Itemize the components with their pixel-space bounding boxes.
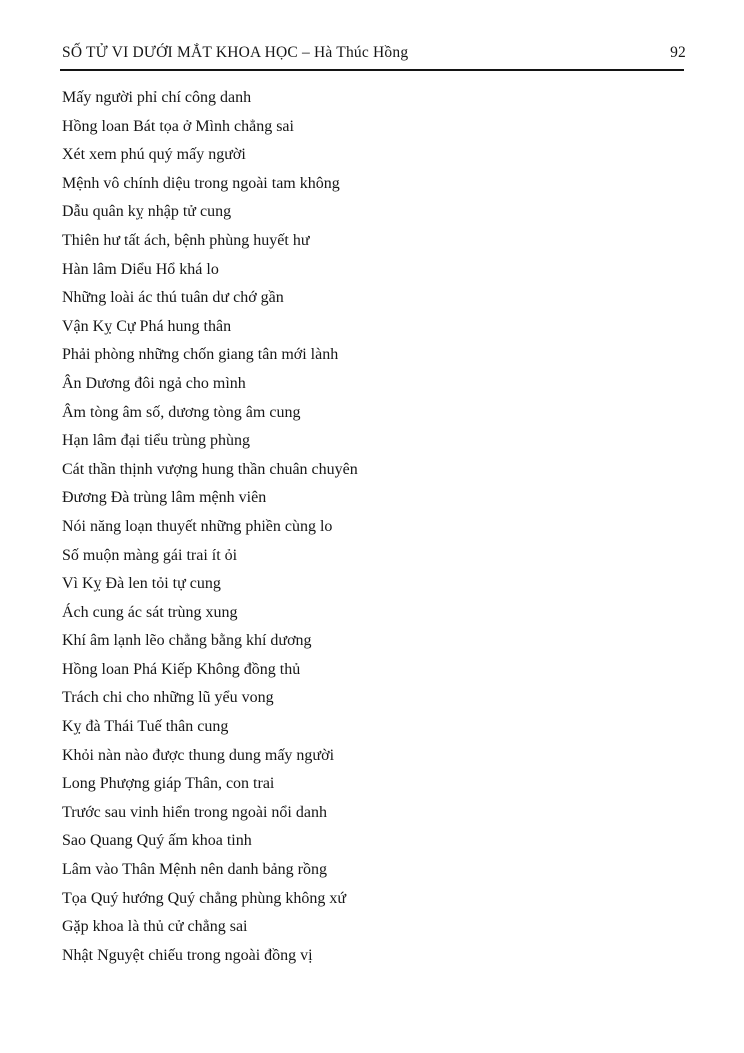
- verse-line: Những loài ác thú tuân dư chớ gần: [62, 289, 284, 307]
- verse-line: Thiên hư tất ách, bệnh phùng huyết hư: [62, 231, 310, 249]
- verse-line: Trách chi cho những lũ yểu vong: [62, 689, 274, 707]
- verse-line: Khí âm lạnh lẽo chẳng bằng khí dương: [62, 632, 312, 650]
- verse-line: Âm tòng âm số, dương tòng âm cung: [62, 403, 301, 421]
- verse-line: Trước sau vinh hiển trong ngoài nổi danh: [62, 803, 327, 821]
- running-title: SỐ TỬ VI DƯỚI MẮT KHOA HỌC – Hà Thúc Hồng: [62, 44, 409, 61]
- verse-line: Ách cung ác sát trùng xung: [62, 603, 238, 621]
- verse-line: Mấy người phỉ chí công danh: [62, 89, 252, 106]
- verse-line: Lâm vào Thân Mệnh nên danh bảng rồng: [62, 861, 327, 879]
- verse-line: Dẫu quân kỵ nhập tử cung: [62, 203, 232, 221]
- verse-line: Mệnh vô chính diệu trong ngoài tam không: [62, 174, 340, 192]
- verse-line: Nói năng loạn thuyết những phiền cùng lo: [62, 517, 333, 535]
- verse-line: Cát thần thịnh vượng hung thần chuân chuyên: [62, 460, 358, 478]
- verse-body: [62, 84, 704, 970]
- verse-line: Hồng loan Bát tọa ở Mình chẳng sai: [62, 117, 294, 135]
- verse-line: Khỏi nàn nào được thung dung mấy người: [62, 746, 335, 764]
- verse-line: Nhật Nguyệt chiếu trong ngoài đồng vị: [62, 946, 313, 964]
- verse-line: Số muộn màng gái trai ít ỏi: [62, 546, 238, 564]
- verse-line: Xét xem phú quý mấy người: [62, 146, 246, 164]
- verse-line: Hạn lâm đại tiểu trùng phùng: [62, 432, 250, 450]
- verse-line: Ân Dương đôi ngả cho mình: [62, 374, 246, 392]
- page-header: [62, 44, 686, 62]
- verse-line: Kỵ đà Thái Tuế thân cung: [62, 718, 229, 736]
- verse-line: Vì Kỵ Đà len tỏi tự cung: [62, 575, 221, 593]
- verse-line: Gặp khoa là thủ cử chẳng sai: [62, 918, 248, 936]
- verse-line: Vận Kỵ Cự Phá hung thân: [62, 317, 232, 335]
- page-number: 92: [670, 44, 686, 61]
- verse-line: Phải phòng những chốn giang tân mới lành: [62, 346, 339, 364]
- verse-line: Long Phượng giáp Thân, con trai: [62, 775, 275, 793]
- verse-line: Hồng loan Phá Kiếp Không đồng thủ: [62, 660, 301, 678]
- verse-line: Hàn lâm Diểu Hổ khá lo: [62, 260, 219, 278]
- verse-line: Tọa Quý hướng Quý chẳng phùng không xứ: [62, 889, 346, 907]
- verse-line: Đương Đà trùng lâm mệnh viên: [62, 489, 267, 507]
- verse-line: Sao Quang Quý ấm khoa tinh: [62, 832, 252, 850]
- header-rule: [60, 69, 684, 71]
